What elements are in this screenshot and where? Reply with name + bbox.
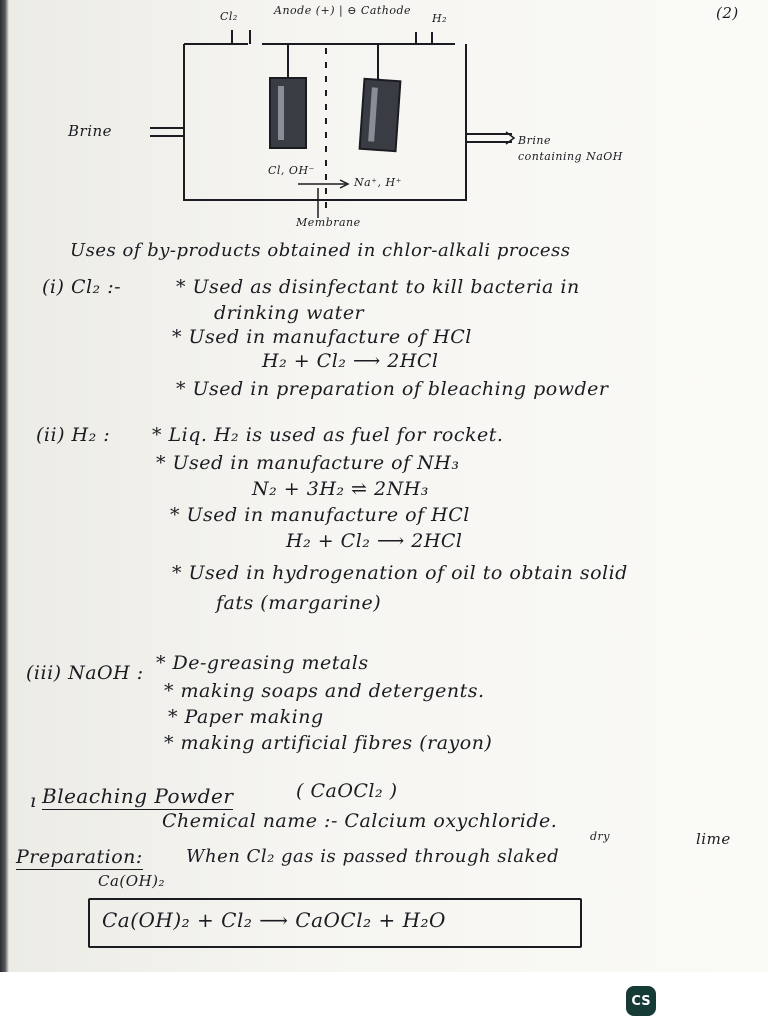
bleaching-formula: ( CaOCl₂ ) — [296, 780, 398, 802]
bleaching-title: Bleaching Powder — [42, 784, 234, 808]
preparation-lime: lime — [696, 830, 731, 848]
cl2-use-3: * Used in preparation of bleaching powder — [176, 378, 609, 400]
diagram-label-brine-naoh: containing NaOH — [518, 150, 623, 163]
h2-use-3: * Used in manufacture of HCl — [170, 504, 470, 526]
diagram-label-ions-right: Na⁺, H⁺ — [354, 176, 402, 189]
diagram-label-cl2: Cl₂ — [220, 10, 238, 23]
camscanner-logo-icon: CS — [626, 986, 656, 1016]
cl2-equation: H₂ + Cl₂ ⟶ 2HCl — [262, 350, 439, 372]
bleaching-chemical-name: Chemical name :- Calcium oxychloride. — [162, 810, 558, 832]
preparation-caoh2: Ca(OH)₂ — [98, 872, 166, 890]
h2-equation-hcl: H₂ + Cl₂ ⟶ 2HCl — [286, 530, 463, 552]
cl2-use-1: * Used as disinfectant to kill bacteria in — [176, 276, 580, 298]
uses-heading: Uses of by-products obtained in chlor-alkali process — [70, 240, 571, 261]
diagram-label-brine-out: Brine — [518, 134, 551, 147]
naoh-use-4: * making artificial fibres (rayon) — [164, 732, 493, 754]
cl2-outlet — [232, 30, 250, 44]
h2-use-2: * Used in manufacture of NH₃ — [156, 452, 460, 474]
h2-label: (ii) H₂ : — [36, 424, 111, 446]
electrolysis-cell-diagram — [0, 0, 768, 260]
anode — [270, 78, 306, 148]
brine-inlet — [150, 128, 184, 136]
page-number: (2) — [716, 4, 739, 22]
h2-use-4: * Used in hydrogenation of oil to obtain solid — [172, 562, 628, 584]
bleaching-bullet: ı — [30, 790, 37, 812]
h2-equation-nh3: N₂ + 3H₂ ⇌ 2NH₃ — [252, 478, 429, 500]
naoh-label: (iii) NaOH : — [26, 662, 144, 684]
h2-outlet — [416, 32, 432, 44]
h2-use-1: * Liq. H₂ is used as fuel for rocket. — [152, 424, 504, 446]
naoh-use-1: * De-greasing metals — [156, 652, 369, 674]
diagram-label-h2: H₂ — [432, 12, 448, 25]
cathode — [360, 79, 401, 151]
cl2-use-2: * Used in manufacture of HCl — [172, 326, 472, 348]
brine-outlet — [466, 134, 512, 142]
diagram-label-membrane: Membrane — [296, 216, 361, 229]
preparation-text: When Cl₂ gas is passed through slaked — [186, 846, 560, 867]
cl2-label: (i) Cl₂ :- — [42, 276, 122, 298]
diagram-label-electrodes: Anode (+) | ⊖ Cathode — [274, 4, 412, 17]
h2-use-4b: fats (margarine) — [216, 592, 382, 614]
preparation-label: Preparation: — [16, 846, 143, 868]
preparation-dry-note: dry — [590, 830, 611, 843]
diagram-label-brine-in: Brine — [68, 122, 113, 140]
cl2-use-1b: drinking water — [214, 302, 365, 324]
naoh-use-3: * Paper making — [168, 706, 324, 728]
naoh-use-2: * making soaps and detergents. — [164, 680, 485, 702]
bleaching-equation: Ca(OH)₂ + Cl₂ ⟶ CaOCl₂ + H₂O — [102, 908, 446, 932]
diagram-label-ions-left: Cl, OH⁻ — [268, 164, 315, 177]
